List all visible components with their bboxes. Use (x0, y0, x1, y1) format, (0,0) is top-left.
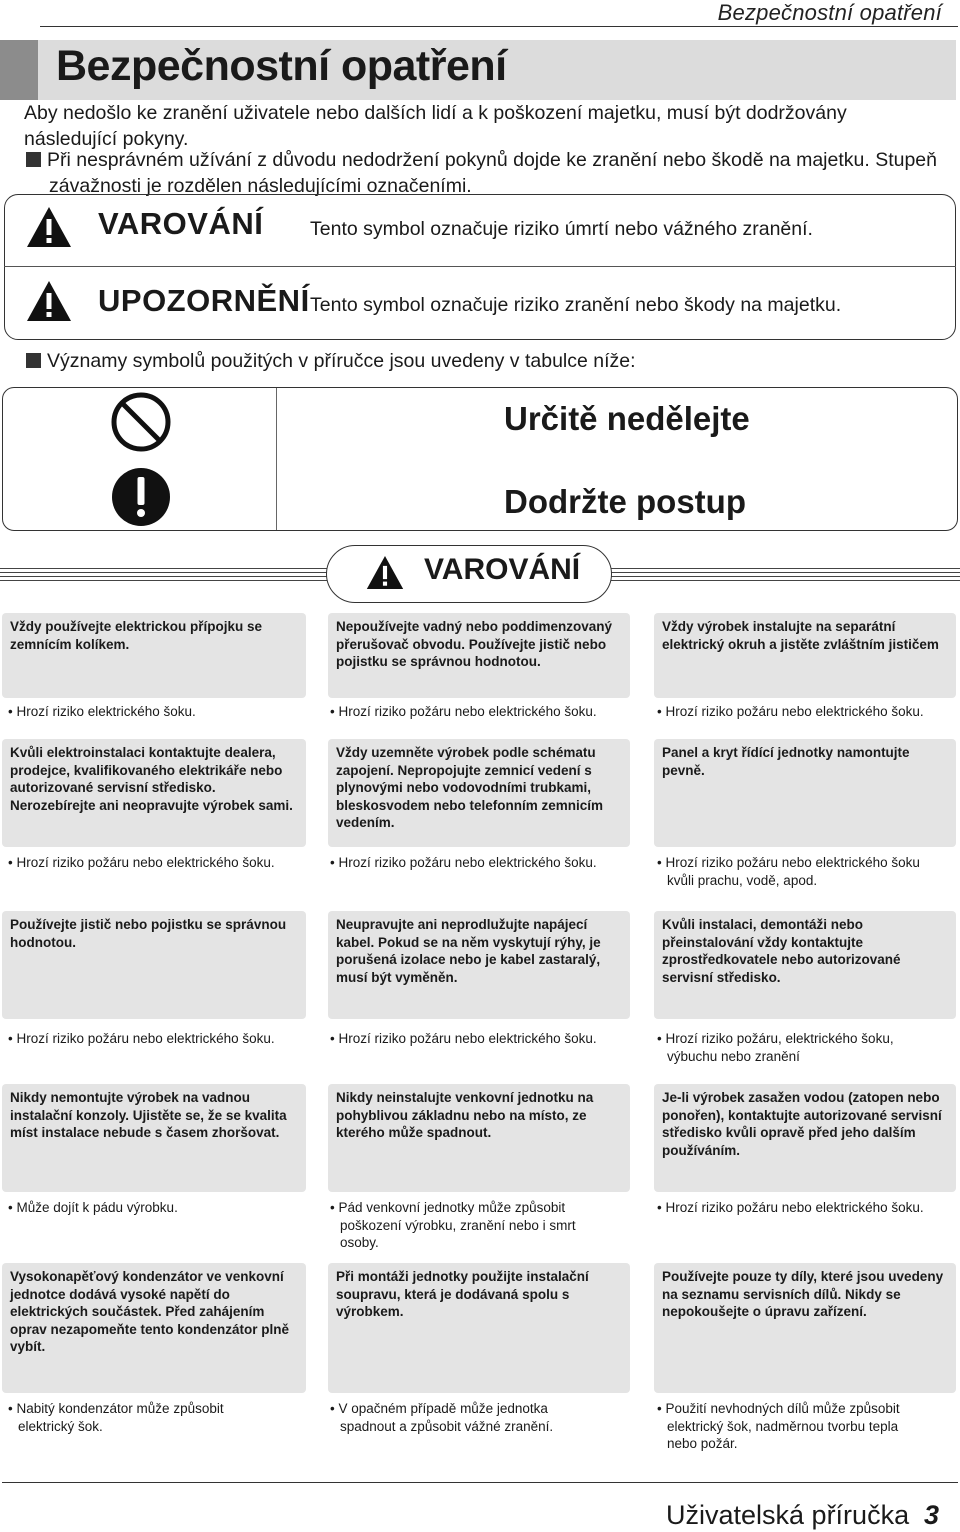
bottom-rule (2, 1482, 958, 1483)
warning-item: Vždy výrobek instalujte na separátní elektrický okruh a jistěte zvláštním jističem (654, 613, 956, 698)
risk-item: • Nabitý kondenzátor může způsobit elektrický šok. (8, 1401, 224, 1434)
risk-item: • Pád venkovní jednotky může způsobit poškození výrobku, zranění nebo i smrt osoby. (330, 1200, 576, 1250)
severity-note (26, 147, 946, 173)
warning-triangle-icon (366, 555, 404, 590)
risk-item: • Hrozí riziko požáru nebo elektrického šoku. (8, 1031, 275, 1046)
page-title: Bezpečnostní opatření (56, 42, 507, 90)
risk-item: • V opačném případě může jednotka spadnout a způsobit vážné zranění. (330, 1401, 554, 1434)
warning-item: Používejte jistič nebo pojistku se správnou hodnotou. (2, 911, 306, 1019)
caution-desc: Tento symbol označuje riziko zranění nebo škody na majetku. (310, 294, 842, 316)
symbols-divider (276, 388, 277, 530)
risk-item: • Hrozí riziko požáru nebo elektrického šoku. (330, 855, 597, 870)
warning-item: Nikdy neinstalujte venkovní jednotku na pohyblivou základnu nebo na místo, ze kterého může spadnout. (328, 1084, 630, 1192)
warning-item: Při montáži jednotky použijte instalační soupravu, která je dodávaná spolu s výrobkem. (328, 1263, 630, 1393)
warning-item: Vysokonapěťový kondenzátor ve venkovní jednotce dodává vysoké napětí do elektrických součástek. Před zahájením oprav nezapomeňte tento kondenzátor plně vybít. (2, 1263, 306, 1393)
risk-item: • Může dojít k pádu výrobku. (8, 1200, 178, 1215)
warning-triangle-icon (26, 206, 72, 248)
warning-item: Vždy uzemněte výrobek podle schématu zapojení. Nepropojujte zemnicí vedení s plynovými nebo vodovodními trubkami, bleskosvodem nebo telefonním zemnicím vedením. (328, 739, 630, 847)
warning-item: Kvůli elektroinstalaci kontaktujte dealera, prodejce, kvalifikovaného elektrikáře nebo autorizované servisní středisko. Nerozebírejte ani neopravujte výrobek sami. (2, 739, 306, 847)
risk-item: • Hrozí riziko elektrického šoku. (8, 704, 196, 719)
risk-item: • Hrozí riziko požáru nebo elektrického šoku. (8, 855, 275, 870)
prohibition-icon (110, 391, 172, 453)
symbols-note (26, 348, 946, 374)
risk-item: • Hrozí riziko požáru nebo elektrického šoku. (330, 1031, 597, 1046)
intro-text: Aby nedošlo ke zranění uživatele nebo dalších lidí a k poškození majetku, musí být dodržovány následující pokyny. (24, 102, 847, 150)
prohibit-label: Určitě nedělejte (504, 400, 750, 437)
top-rule (40, 26, 958, 27)
warning-item: Nikdy nemontujte výrobek na vadnou instalační konzoly. Ujistěte se, že se kvalita míst instalace nebude s časem zhoršovat. (2, 1084, 306, 1192)
square-bullet-icon (26, 152, 41, 167)
risk-item: • Hrozí riziko požáru nebo elektrického šoku. (330, 704, 597, 719)
warning-item: Neupravujte ani neprodlužujte napájecí kabel. Pokud se na něm vyskytují rýhy, je porušená izolace nebo je kabel zastaralý, musí být vyměněn. (328, 911, 630, 1019)
warning-word: VAROVÁNÍ (98, 206, 264, 241)
warning-item: Nepoužívejte vadný nebo poddimenzovaný přerušovač obvodu. Používejte jistič nebo pojistku se správnou hodnotou. (328, 613, 630, 698)
follow-label: Dodržte postup (504, 483, 746, 520)
square-bullet-icon (26, 353, 41, 368)
risk-item: • Hrozí riziko požáru nebo elektrického šoku. (657, 1200, 924, 1215)
title-mark (0, 40, 38, 100)
risk-item: • Hrozí riziko požáru, elektrického šoku, výbuchu nebo zranění (657, 1031, 894, 1064)
symbols-note-text: Významy symbolů použitých v příručce jsou uvedeny v tabulce níže: (47, 350, 636, 372)
risk-item: • Hrozí riziko požáru nebo elektrického šoku. (657, 704, 924, 719)
legend-divider (4, 266, 956, 267)
running-head: Bezpečnostní opatření (717, 0, 942, 25)
warning-item: Vždy používejte elektrickou přípojku se zemnícím kolíkem. (2, 613, 306, 698)
severity-note-line1: Při nesprávném užívání z důvodu nedodržení pokynů dojde ke zranění nebo škodě na majetku. Stupeň (47, 149, 937, 171)
risk-item: • Použití nevhodných dílů může způsobit elektrický šok, nadměrnou tvorbu tepla nebo požár. (657, 1401, 900, 1451)
risk-item: • Hrozí riziko požáru nebo elektrického šoku kvůli prachu, vodě, apod. (657, 855, 920, 888)
warning-item: Kvůli instalaci, demontáži nebo přeinstalování vždy kontaktujte zprostředkovatele nebo autorizované servisní středisko. (654, 911, 956, 1019)
warning-item: Používejte pouze ty díly, které jsou uvedeny na seznamu servisních dílů. Nikdy se nepokoušejte o úpravu zařízení. (654, 1263, 956, 1393)
page-number: 3 (924, 1500, 940, 1530)
warning-item: Je-li výrobek zasažen vodou (zatopen nebo ponořen), kontaktujte autorizované servisní středisko kvůli opravě před jeho dalším používáním. (654, 1084, 956, 1192)
severity-note-line2: závažnosti je rozdělen následujícími označeními. (49, 175, 472, 197)
mandatory-exclamation-icon (110, 466, 172, 528)
caution-word: UPOZORNĚNÍ (98, 283, 310, 318)
caution-triangle-icon (26, 280, 72, 322)
section-heading: VAROVÁNÍ (424, 553, 581, 586)
warning-item: Panel a kryt řídící jednotky namontujte pevně. (654, 739, 956, 847)
warning-desc: Tento symbol označuje riziko úmrtí nebo vážného zranění. (310, 218, 813, 240)
footer-manual-name: Uživatelská příručka (666, 1500, 910, 1530)
